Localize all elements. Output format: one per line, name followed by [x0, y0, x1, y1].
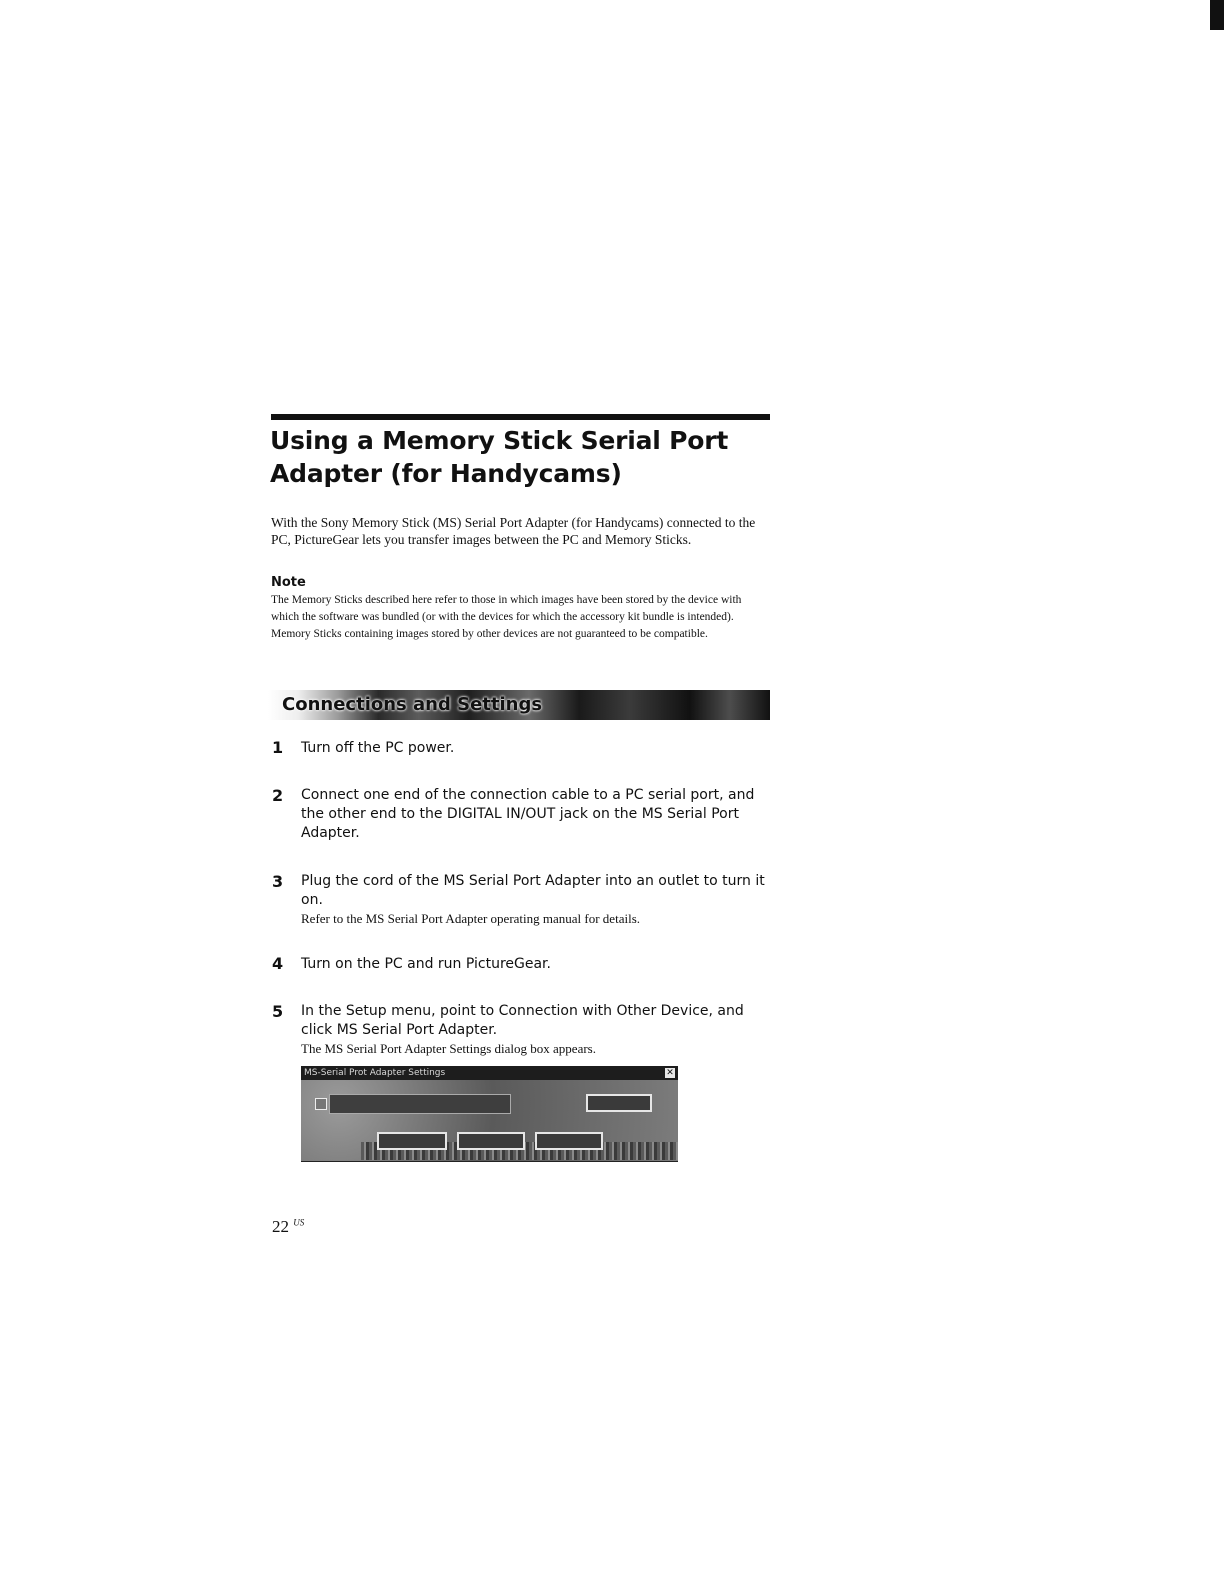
dialog-field — [329, 1094, 511, 1114]
page-number — [272, 1217, 304, 1237]
dialog-title: MS-Serial Prot Adapter Settings — [304, 1068, 446, 1078]
page-number-value: 22 — [272, 1217, 289, 1236]
step-number: 5 — [272, 1002, 284, 1021]
step-item — [301, 739, 773, 758]
step-subtext: The MS Serial Port Adapter Settings dialog box appears. — [301, 1041, 596, 1056]
dialog-titlebar — [301, 1066, 678, 1080]
step-number: 4 — [272, 954, 284, 973]
step-item — [301, 786, 773, 843]
step-item — [301, 955, 773, 974]
intro-paragraph: With the Sony Memory Stick (MS) Serial Port Adapter (for Handycams) connected to the PC, PictureGear lets you transfer images between the PC and Memory Sticks. — [271, 515, 756, 547]
step-number: 3 — [272, 872, 284, 891]
step-text: Turn off the PC power. — [301, 740, 455, 756]
step-number: 1 — [272, 738, 284, 757]
dialog-cancel-button[interactable] — [457, 1132, 525, 1150]
dialog-side-button[interactable] — [586, 1094, 652, 1112]
settings-dialog-screenshot — [301, 1066, 678, 1162]
step-text: Plug the cord of the MS Serial Port Adapter into an outlet to turn it on. — [301, 873, 765, 908]
title-rule — [271, 414, 770, 420]
step-subtext: Refer to the MS Serial Port Adapter operating manual for details. — [301, 911, 640, 926]
step-number: 2 — [272, 786, 284, 805]
page-number-suffix: US — [293, 1217, 305, 1228]
step-text: Connect one end of the connection cable to a PC serial port, and the other end to the DIGITAL IN/OUT jack on the MS Serial Port Adapter. — [301, 787, 755, 841]
dialog-ok-button[interactable] — [377, 1132, 447, 1150]
section-title: Connections and Settings — [282, 694, 543, 715]
note-heading: Note — [271, 575, 306, 590]
note-body: The Memory Sticks described here refer to those in which images have been stored by the device with which the software was bundled (or with the devices for which the accessory kit bundle is intended). Memory Sticks containing images stored by other devices are not guaranteed to be compatible. — [271, 594, 742, 640]
step-item — [301, 872, 773, 927]
step-text: In the Setup menu, point to Connection with Other Device, and click MS Serial Port Adapter. — [301, 1003, 744, 1038]
close-icon[interactable]: ✕ — [666, 1068, 674, 1078]
dialog-checkbox[interactable] — [315, 1098, 327, 1110]
page-title: Using a Memory Stick Serial Port Adapter (for Handycams) — [270, 426, 729, 488]
page-edge-mark — [1210, 0, 1224, 30]
step-item — [301, 1002, 773, 1057]
step-text: Turn on the PC and run PictureGear. — [301, 956, 551, 972]
dialog-third-button[interactable] — [535, 1132, 603, 1150]
